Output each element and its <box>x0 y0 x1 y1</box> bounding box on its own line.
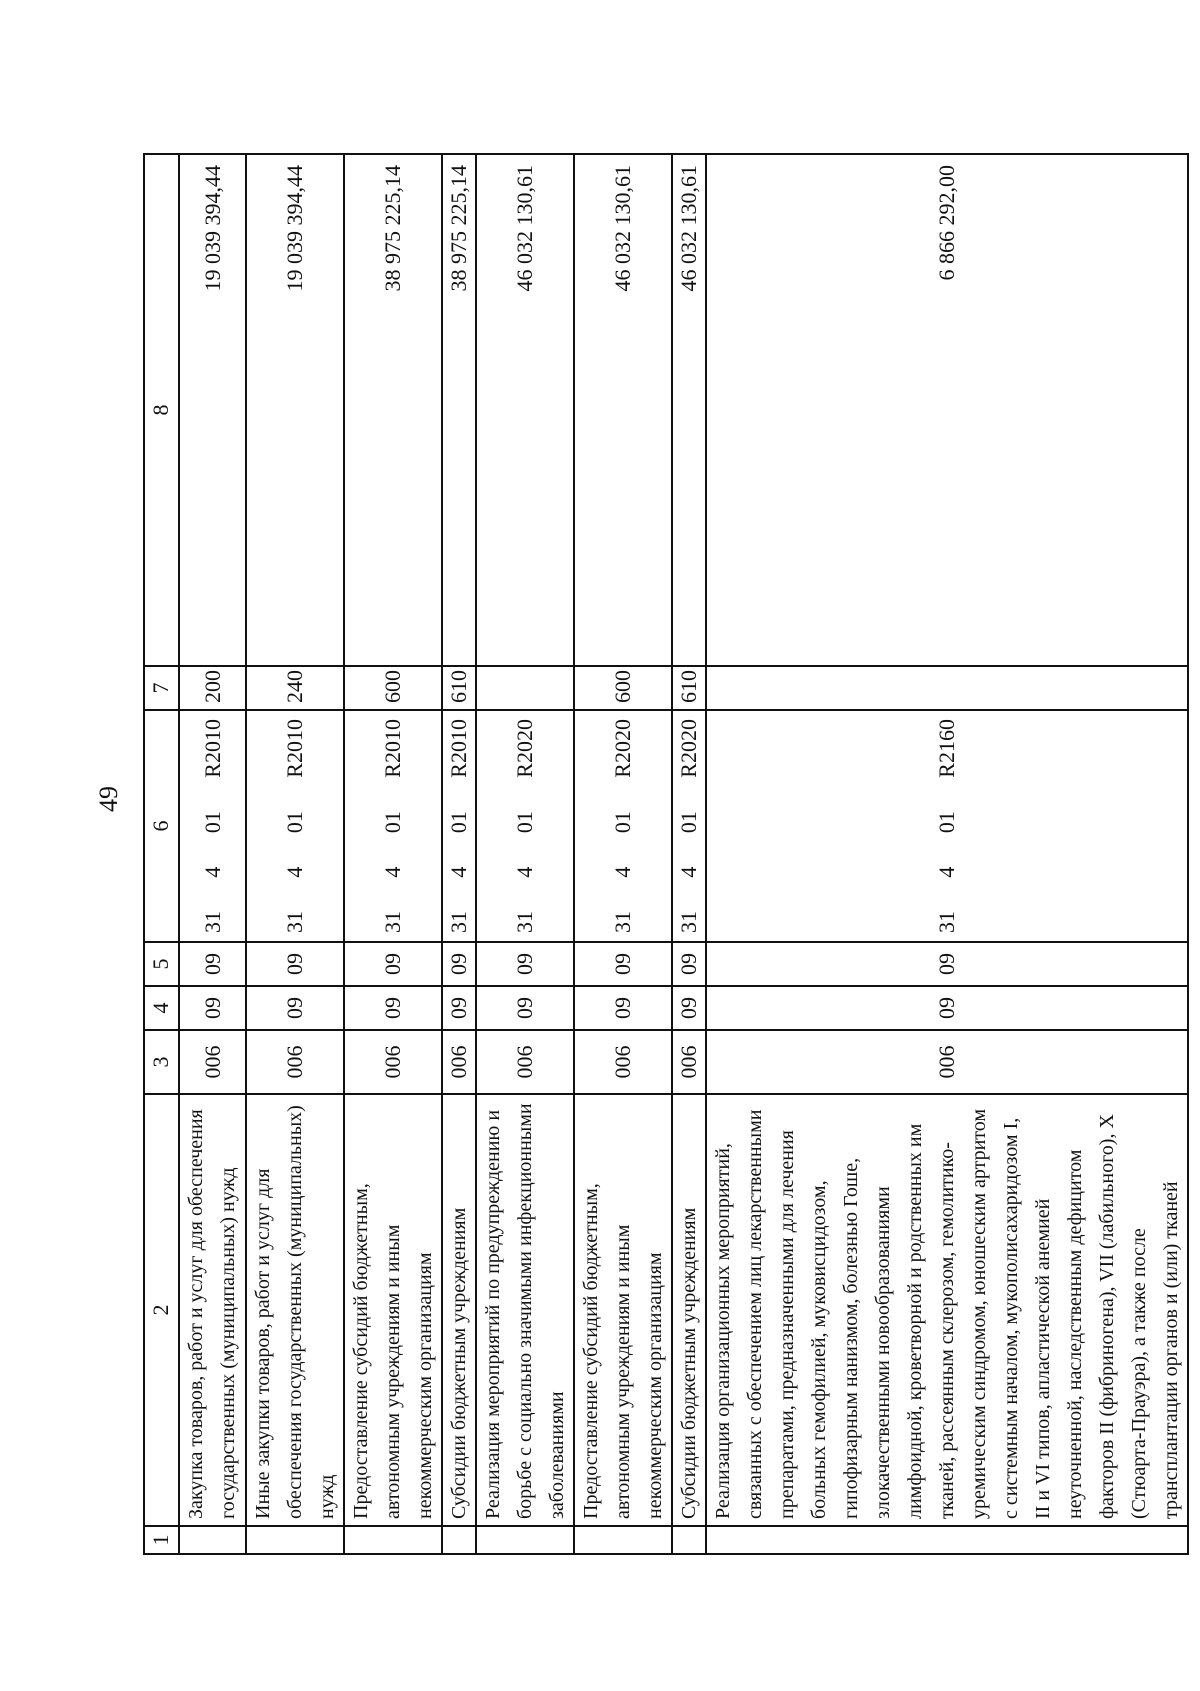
cell-target-code <box>706 710 1188 942</box>
cell-ministry: 006 <box>706 1030 1188 1094</box>
cell-num <box>672 1526 706 1554</box>
header-col-3: 3 <box>144 1030 179 1094</box>
cell-expense-type: 200 <box>179 666 246 710</box>
code-part: 01 <box>934 811 959 834</box>
table-row <box>706 154 1188 1554</box>
cell-ministry: 006 <box>179 1030 246 1094</box>
header-col-8: 8 <box>144 154 179 666</box>
cell-subsection: 09 <box>574 942 672 986</box>
cell-target-code <box>476 710 574 942</box>
code-part: 01 <box>446 811 471 834</box>
code-part: 4 <box>610 866 635 878</box>
code-part: 4 <box>676 866 701 878</box>
cell-target-code <box>672 710 706 942</box>
code-part: 31 <box>934 911 959 933</box>
code-part: R2020 <box>610 719 635 778</box>
code-part: R2010 <box>199 719 225 778</box>
code-part: 4 <box>446 866 471 878</box>
code-part: 4 <box>199 866 225 878</box>
table-header-row <box>144 154 179 1554</box>
table-row <box>179 154 246 1554</box>
code-part: 01 <box>199 811 225 834</box>
cell-amount: 38 975 225,14 <box>344 154 442 666</box>
code-part: 31 <box>380 911 405 933</box>
header-col-2: 2 <box>144 1094 179 1526</box>
cell-name: Субсидии бюджетным учреждениям <box>442 1094 476 1526</box>
cell-num <box>179 1526 246 1554</box>
cell-name: Субсидии бюджетным учреждениям <box>672 1094 706 1526</box>
cell-amount: 38 975 225,14 <box>442 154 476 666</box>
header-col-5: 5 <box>144 942 179 986</box>
cell-num <box>246 1526 344 1554</box>
cell-target-code <box>246 710 344 942</box>
cell-ministry: 006 <box>246 1030 344 1094</box>
cell-section: 09 <box>706 986 1188 1030</box>
cell-section: 09 <box>476 986 574 1030</box>
table-row <box>672 154 706 1554</box>
cell-subsection: 09 <box>179 942 246 986</box>
table-row <box>344 154 442 1554</box>
code-part: R2160 <box>934 719 959 778</box>
cell-expense-type: 610 <box>442 666 476 710</box>
table-row <box>246 154 344 1554</box>
cell-ministry: 006 <box>476 1030 574 1094</box>
code-part: 01 <box>512 811 537 834</box>
code-part: 4 <box>380 866 405 878</box>
cell-name: Реализация организационных мероприятий, связанных с обеспечением лиц лекарственными препаратами, предназначенными для лечения больных гемофилией, муковисцидозом, гипофизарным нанизмом, болезнью Гоше, злокачественными новообразованиями лимфоидной, кроветворной и родственных им тканей, рассеянным склерозом, гемолитико-уремическим синдромом, юношеским артритом с системным началом, мукополисахаридозом I, II и VI типов, апластической анемией неуточненной, наследственным дефицитом факторов II (фибриногена), VII (лабильного), X (Стюарта-Прауэра), а также после трансплантации органов и (или) тканей <box>706 1094 1188 1526</box>
cell-section: 09 <box>574 986 672 1030</box>
cell-ministry: 006 <box>344 1030 442 1094</box>
cell-target-code <box>179 710 246 942</box>
cell-amount: 46 032 130,61 <box>476 154 574 666</box>
header-col-1: 1 <box>144 1526 179 1554</box>
code-part: R2010 <box>446 719 471 778</box>
header-col-4: 4 <box>144 986 179 1030</box>
header-col-7: 7 <box>144 666 179 710</box>
table-row <box>442 154 476 1554</box>
cell-name: Закупка товаров, работ и услуг для обеспечения государственных (муниципальных) нужд <box>179 1094 246 1526</box>
cell-expense-type <box>706 666 1188 710</box>
code-part: 4 <box>282 866 307 878</box>
cell-num <box>574 1526 672 1554</box>
table-row <box>574 154 672 1554</box>
code-part: 31 <box>676 911 701 933</box>
cell-num <box>476 1526 574 1554</box>
code-part: 31 <box>282 911 307 933</box>
budget-table <box>143 153 1189 1555</box>
code-part: 4 <box>934 866 959 878</box>
cell-name: Предоставление субсидий бюджетным, автономным учреждениям и иным некоммерческим организациям <box>344 1094 442 1526</box>
cell-num <box>344 1526 442 1554</box>
cell-amount: 19 039 394,44 <box>179 154 246 666</box>
cell-amount: 46 032 130,61 <box>672 154 706 666</box>
cell-amount: 19 039 394,44 <box>246 154 344 666</box>
cell-target-code <box>442 710 476 942</box>
cell-section: 09 <box>246 986 344 1030</box>
cell-target-code <box>344 710 442 942</box>
rotated-table-stage <box>143 155 1182 1555</box>
header-col-6: 6 <box>144 710 179 942</box>
code-part: 31 <box>199 911 225 933</box>
code-part: R2010 <box>380 719 405 778</box>
code-part: 01 <box>676 811 701 834</box>
table-row <box>476 154 574 1554</box>
cell-amount: 46 032 130,61 <box>574 154 672 666</box>
cell-subsection: 09 <box>442 942 476 986</box>
code-part: 31 <box>446 911 471 933</box>
cell-subsection: 09 <box>344 942 442 986</box>
cell-ministry: 006 <box>442 1030 476 1094</box>
cell-name: Реализация мероприятий по предупреждению и борьбе с социально значимыми инфекционными заболеваниями <box>476 1094 574 1526</box>
cell-num <box>706 1526 1188 1554</box>
cell-name: Иные закупки товаров, работ и услуг для обеспечения государственных (муниципальных) нужд <box>246 1094 344 1526</box>
cell-expense-type: 600 <box>574 666 672 710</box>
cell-num <box>442 1526 476 1554</box>
code-part: 31 <box>512 911 537 933</box>
page-number: 49 <box>94 786 123 812</box>
cell-expense-type: 600 <box>344 666 442 710</box>
cell-expense-type: 610 <box>672 666 706 710</box>
cell-subsection: 09 <box>672 942 706 986</box>
cell-section: 09 <box>344 986 442 1030</box>
cell-expense-type: 240 <box>246 666 344 710</box>
cell-ministry: 006 <box>574 1030 672 1094</box>
cell-section: 09 <box>672 986 706 1030</box>
cell-subsection: 09 <box>246 942 344 986</box>
cell-section: 09 <box>442 986 476 1030</box>
code-part: 01 <box>610 811 635 834</box>
cell-target-code <box>574 710 672 942</box>
cell-name: Предоставление субсидий бюджетным, автономным учреждениям и иным некоммерческим организациям <box>574 1094 672 1526</box>
code-part: R2020 <box>676 719 701 778</box>
cell-subsection: 09 <box>476 942 574 986</box>
code-part: 31 <box>610 911 635 933</box>
cell-amount: 6 866 292,00 <box>706 154 1188 666</box>
cell-subsection: 09 <box>706 942 1188 986</box>
code-part: 4 <box>512 866 537 878</box>
code-part: R2020 <box>512 719 537 778</box>
code-part: 01 <box>380 811 405 834</box>
cell-expense-type <box>476 666 574 710</box>
cell-ministry: 006 <box>672 1030 706 1094</box>
code-part: R2010 <box>282 719 307 778</box>
cell-section: 09 <box>179 986 246 1030</box>
code-part: 01 <box>282 811 307 834</box>
